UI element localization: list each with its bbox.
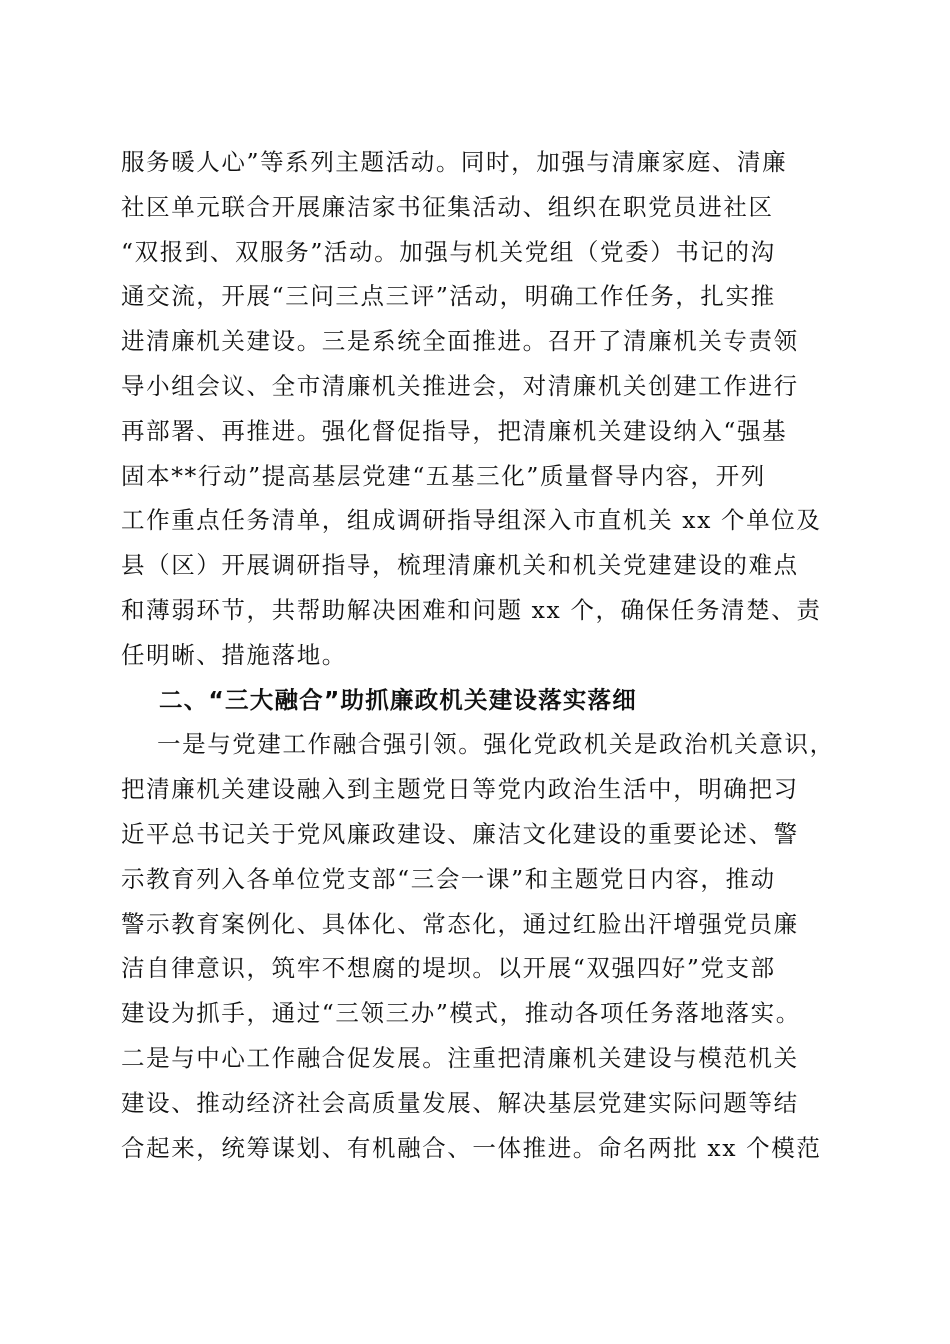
paragraph-line-8: 固本**行动”提高基层党建“五基三化”质量督导内容，开列 bbox=[121, 461, 766, 490]
paragraph2-line-1: 一是与党建工作融合强引领。强化党政机关是政治机关意识， bbox=[157, 730, 835, 759]
paragraph-line-6: 导小组会议、全市清廉机关推进会，对清廉机关创建工作进行 bbox=[121, 371, 799, 400]
paragraph2-line-3: 近平总书记关于党风廉政建设、廉洁文化建设的重要论述、警 bbox=[121, 819, 799, 848]
paragraph-line-3: “双报到、双服务”活动。加强与机关党组（党委）书记的沟 bbox=[121, 237, 776, 266]
paragraph2-line-10: 合起来，统筹谋划、有机融合、一体推进。命名两批 xx 个模范 bbox=[121, 1133, 822, 1162]
paragraph-line-1: 服务暖人心”等系列主题活动。同时，加强与清廉家庭、清廉 bbox=[121, 148, 788, 176]
section-heading: 二、“三大融合”助抓廉政机关建设落实落细 bbox=[159, 685, 637, 714]
paragraph-line-5: 进清廉机关建设。三是系统全面推进。召开了清廉机关专责领 bbox=[121, 327, 799, 356]
paragraph-line-12: 任明晰、措施落地。 bbox=[121, 640, 347, 669]
paragraph2-line-2: 把清廉机关建设融入到主题党日等党内政治生活中，明确把习 bbox=[121, 775, 799, 804]
paragraph2-line-6: 洁自律意识，筑牢不想腐的堤坝。以开展“双强四好”党支部 bbox=[121, 954, 776, 983]
paragraph-line-10: 县（区）开展调研指导，梳理清廉机关和机关党建建设的难点 bbox=[121, 551, 799, 580]
paragraph-line-7: 再部署、再推进。强化督促指导，把清廉机关建设纳入“强基 bbox=[121, 416, 788, 445]
paragraph-line-11: 和薄弱环节，共帮助解决困难和问题 xx 个，确保任务清楚、责 bbox=[121, 595, 822, 624]
paragraph2-line-7: 建设为抓手，通过“三领三办”模式，推动各项任务落地落实。 bbox=[121, 999, 801, 1028]
paragraph2-line-4: 示教育列入各单位党支部“三会一课”和主题党日内容，推动 bbox=[121, 864, 776, 893]
paragraph-line-9: 工作重点任务清单，组成调研指导组深入市直机关 xx 个单位及 bbox=[121, 506, 822, 535]
document-body bbox=[121, 140, 851, 1170]
paragraph2-line-9: 建设、推动经济社会高质量发展、解决基层党建实际问题等结 bbox=[121, 1088, 799, 1117]
paragraph-line-4: 通交流，开展“三问三点三评”活动，明确工作任务，扎实推 bbox=[121, 282, 776, 311]
paragraph-line-2: 社区单元联合开展廉洁家书征集活动、组织在职党员进社区 bbox=[121, 192, 774, 221]
paragraph2-line-5: 警示教育案例化、具体化、常态化，通过红脸出汗增强党员廉 bbox=[121, 909, 799, 938]
paragraph2-line-8: 二是与中心工作融合促发展。注重把清廉机关建设与模范机关 bbox=[121, 1043, 799, 1072]
